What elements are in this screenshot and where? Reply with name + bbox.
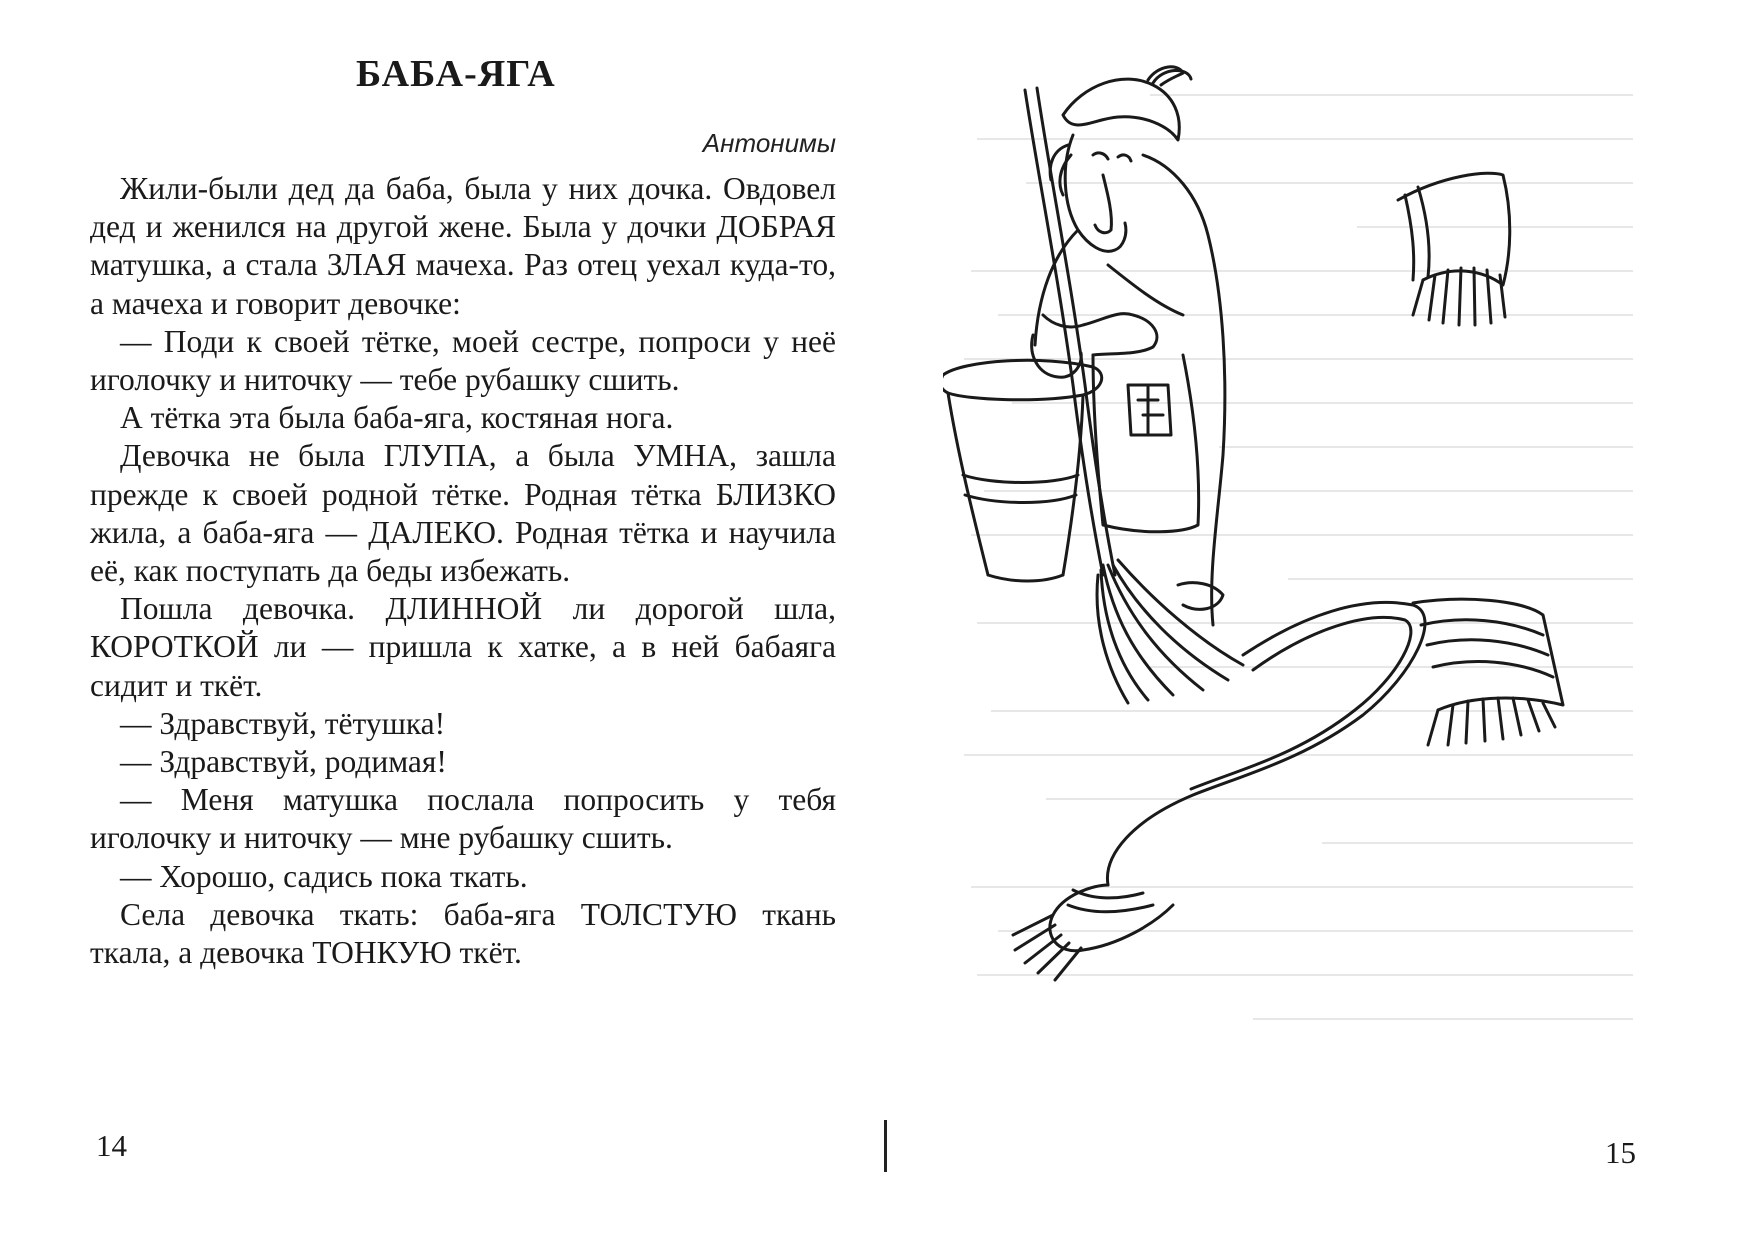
bucket bbox=[948, 393, 1083, 575]
story-title: БАБА-ЯГА bbox=[356, 53, 556, 95]
paragraph: — Здравствуй, родимая! bbox=[120, 744, 447, 780]
kerchief bbox=[1063, 79, 1179, 140]
arm bbox=[1043, 314, 1157, 355]
story-subtitle: Антонимы bbox=[702, 128, 836, 158]
story-body bbox=[90, 170, 836, 972]
broom-bristles bbox=[1097, 560, 1243, 703]
paragraph: Жили-были дед да баба, была у них дочка. Овдовел дед и женился на другой жене. Была у дочки ДОБРАЯ матушка, а стала ЗЛАЯ мачеха. Раз отец уехал куда-то, а мачеха и говорит девочке: bbox=[90, 171, 836, 321]
scarf-stripes bbox=[1405, 187, 1429, 280]
paragraph: — Хорошо, садись пока ткать. bbox=[120, 858, 528, 894]
paragraph: — Меня матушка послала попросить у тебя иголочку и ниточку — мне рубашку сшить. bbox=[90, 782, 836, 856]
paragraph: А тётка эта была баба-яга, костяная нога. bbox=[120, 400, 674, 436]
apron bbox=[1093, 355, 1199, 532]
scarf-bottom bbox=[1050, 885, 1173, 951]
scarf-end bbox=[1413, 599, 1563, 710]
scarf-fringe bbox=[1013, 915, 1081, 980]
arm bbox=[1032, 335, 1082, 377]
paragraph: — Поди к своей тётке, моей сестре, попроси у неё иголочку и ниточку — тебе рубашку сшить. bbox=[90, 323, 836, 398]
scarf-stripes bbox=[1421, 620, 1553, 677]
dress bbox=[1108, 265, 1183, 315]
dress bbox=[1035, 155, 1225, 625]
paragraph: — Здравствуй, тётушка! bbox=[120, 705, 446, 741]
nose bbox=[1095, 175, 1111, 233]
eye bbox=[1093, 153, 1108, 159]
paragraph: Пошла девочка. ДЛИННОЙ ли дорогой шла, КОРОТКОЙ ли — пришла к хатке, а в ней бабаяга сидит и ткёт. bbox=[90, 591, 836, 703]
paragraph: Девочка не была ГЛУПА, а была УМНА, зашла прежде к своей родной тётке. Родная тётка БЛИЗКО жила, а баба-яга — ДАЛЕКО. Родная тётка и научила её, как поступать да беды избежать. bbox=[90, 438, 836, 589]
paragraph: Села девочка ткать: баба-яга ТОЛСТУЮ ткань ткала, а девочка ТОНКУЮ ткёт. bbox=[90, 896, 836, 971]
eye bbox=[1118, 155, 1131, 161]
page-number-right: 15 bbox=[1605, 1135, 1636, 1170]
baba-yaga-illustration bbox=[943, 55, 1643, 1055]
bucket bbox=[988, 575, 1063, 581]
left-page bbox=[0, 0, 876, 1241]
scarf-stripes bbox=[1068, 890, 1153, 912]
apron-patch bbox=[1138, 385, 1163, 435]
page-number-left: 14 bbox=[96, 1128, 127, 1163]
foot bbox=[1178, 583, 1223, 610]
bucket-band bbox=[963, 475, 1078, 503]
